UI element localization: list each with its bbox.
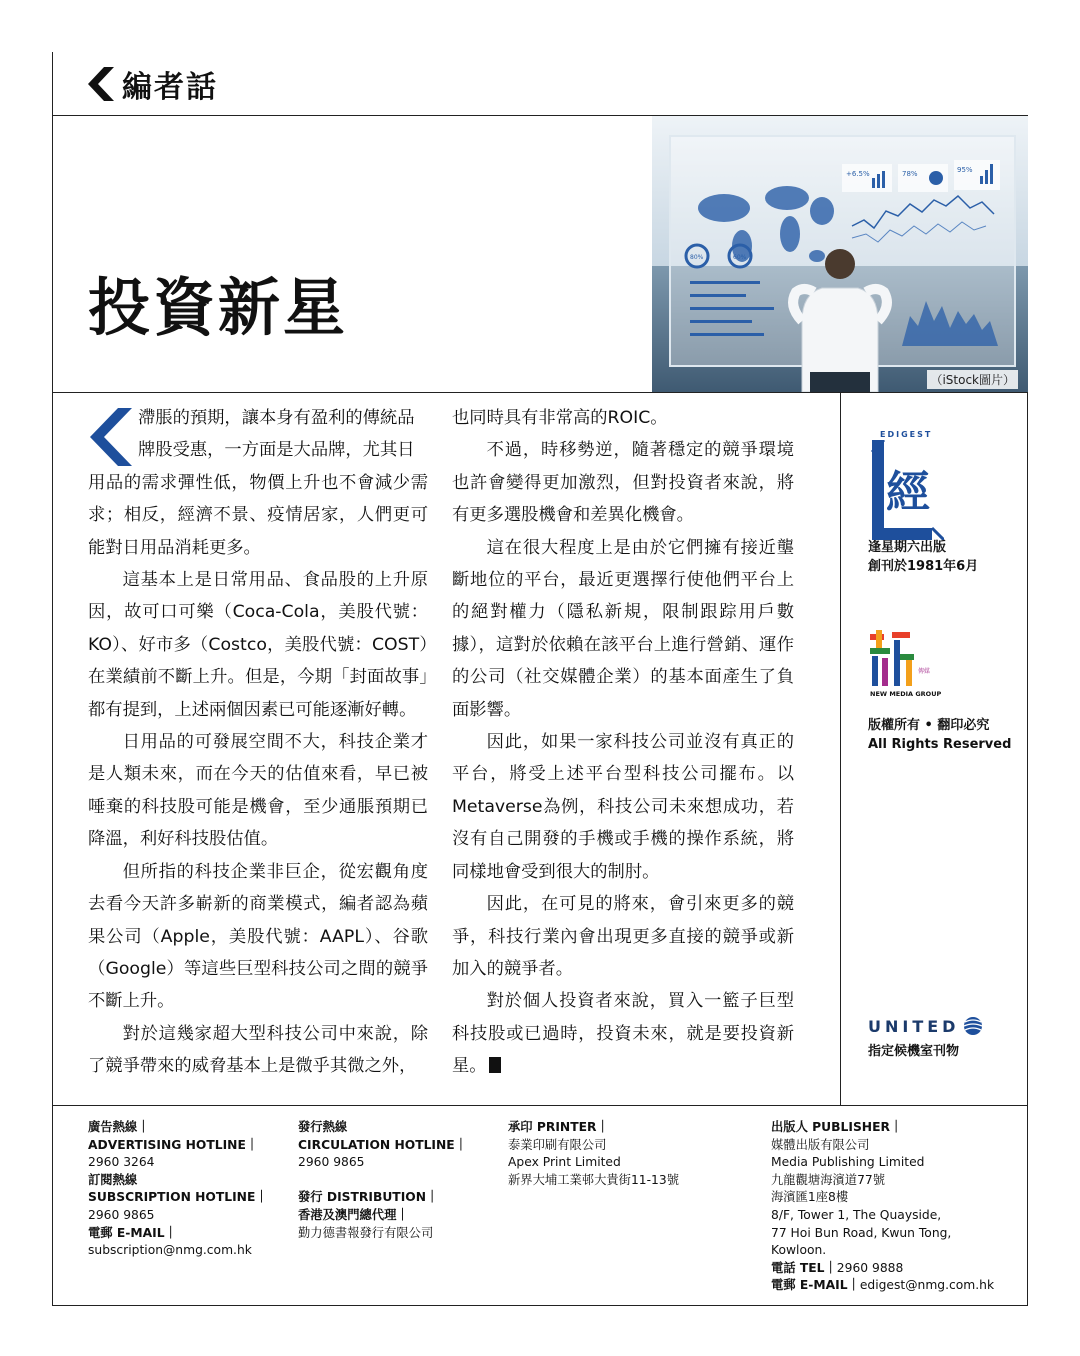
footer-printer-en: Apex Print Limited: [508, 1155, 621, 1170]
article-paragraph: 對於個人投資者來說，買入一籃子巨型科技股或已過時，投資未來，就是要投資新星。: [452, 991, 794, 1077]
footer-ad-phone: 2960 3264: [88, 1155, 155, 1170]
footer-printer-cn: 泰業印刷有限公司: [508, 1137, 607, 1152]
sidebar-divider: [840, 392, 841, 1106]
nmg-logo: [868, 630, 948, 702]
footer-pub-label: 出版人 PUBLISHER｜: [771, 1120, 903, 1134]
footer-printer-addr: 新界大埔工業邨大貴街11-13號: [508, 1172, 679, 1187]
article-paragraph: 對於這幾家超大型科技公司中來說，除了競爭帶來的威脅基本上是微乎其微之外，: [88, 1023, 428, 1077]
footer-printer: [508, 1119, 679, 1189]
publish-schedule: 逢星期六出版: [868, 540, 947, 555]
footer-top-line: [52, 1105, 1028, 1106]
nmg-label: NEW MEDIA GROUP: [870, 690, 942, 698]
nmg-mark-icon: [870, 630, 914, 688]
footer-dist-label: 發行 DISTRIBUTION｜: [298, 1190, 439, 1205]
photo-donut-2: 60%: [733, 254, 747, 261]
footer-circ-label: 發行熱線: [298, 1120, 348, 1134]
article-p1-rest: 用品的需求彈性低，物價上升也不會減少需求；相反，經濟不景、疫情居家，人們更可能對日用品消耗更多。: [88, 472, 428, 558]
article-p1-line1: 滯脹的預期，讓本身有盈利的傳統品: [138, 408, 415, 428]
end-mark-icon: [489, 1057, 501, 1073]
chevron-left-icon: [88, 67, 116, 101]
footer-pub-addr-cn2: 海濱匯1座8樓: [771, 1190, 849, 1205]
footer-dist-agent-label: 香港及澳門總代理｜: [298, 1207, 409, 1222]
footer-advertising: [88, 1119, 268, 1260]
rights-en: All Rights Reserved: [868, 737, 1012, 752]
united-label: UNITED: [868, 1016, 960, 1036]
footer-pub-en: Media Publishing Limited: [771, 1155, 925, 1170]
businessman-dashboard-illustration: [652, 116, 1028, 392]
inflight-label: 指定候機室刊物: [868, 1044, 960, 1059]
footer-ad-label: 廣告熱線｜: [88, 1120, 150, 1134]
footer-ad-label-en: ADVERTISING HOTLINE｜: [88, 1137, 259, 1152]
footer-printer-label: 承印 PRINTER｜: [508, 1120, 609, 1134]
photo-donut-1: 80%: [690, 254, 704, 261]
page-title: 投資新星: [88, 271, 349, 344]
nmg-small: 傳媒: [918, 668, 931, 675]
footer-pub-addr-cn1: 九龍觀塘海濱道77號: [771, 1172, 886, 1187]
united-logo: [868, 1016, 1028, 1036]
cover-photo: [652, 116, 1028, 392]
article-paragraph: 不過，時移勢逆，隨著穩定的競爭環境也許會變得更加激烈，但對投資者來說，將有更多選股機會和差異化機會。: [452, 440, 794, 526]
globe-icon: [963, 1016, 983, 1036]
footer-pub-cn: 媒體出版有限公司: [771, 1137, 870, 1152]
article-column-1: [88, 402, 428, 1083]
footer-tel-label: 電話 TEL｜: [771, 1260, 837, 1275]
article-paragraph: 這在很大程度上是由於它們擁有接近壟斷地位的平台，最近更選擇行使他們平台上的絕對權力（隱私新規，限制跟踪用戶數據），這對於依賴在該平台上進行營銷、運作的公司（社交媒體企業）的基本面產生了負面影響。: [452, 537, 794, 720]
edigest-logo: [870, 420, 944, 530]
article-column-2: [452, 402, 794, 1083]
chevron-left-icon: [88, 408, 132, 466]
photo-pct-2: 78%: [902, 170, 918, 178]
founded-date: 創刊於1981年6月: [868, 559, 979, 574]
article-p1-line2: 牌股受惠，一方面是大品牌，尤其日: [138, 440, 415, 461]
article-paragraph: 這基本上是日常用品、食品股的上升原因，故可口可樂（Coca-Cola，美股代號：KO）、好市多（Costco，美股代號：COST）在業績前不斷上升。但是，今期「封面故事」都有提到，上述兩個因素已可能逐漸好轉。: [88, 570, 428, 720]
footer-circ-label-en: CIRCULATION HOTLINE｜: [298, 1137, 467, 1152]
footer-pub-email[interactable]: edigest@nmg.com.hk: [859, 1278, 995, 1293]
edigest-label: EDIGEST: [880, 430, 933, 439]
footer-tel: 2960 9888: [836, 1260, 904, 1275]
footer-pub-addr-en2: 77 Hoi Bun Road, Kwun Tong,: [771, 1225, 952, 1240]
section-title: 編者話: [122, 70, 218, 105]
article-paragraph: 日用品的可發展空間不大，科技企業才是人類未來，而在今天的估值來看，早已被唾棄的科技股可能是機會，至少通脹預期已降溫，利好科技股估值。: [88, 732, 428, 850]
edigest-char: 經: [886, 467, 930, 518]
photo-pct-1: +6.5%: [846, 170, 870, 178]
footer-publisher: [771, 1119, 994, 1295]
footer-pub-addr-en1: 8/F, Tower 1, The Quayside,: [771, 1207, 942, 1222]
footer-sub-phone: 2960 9865: [88, 1207, 155, 1222]
footer-bottom-line: [52, 1305, 1028, 1306]
rights-cn: 版權所有 • 翻印必究: [868, 718, 990, 733]
article-paragraph: 因此，在可見的將來，會引來更多的競爭，科技行業內會出現更多直接的競爭或新加入的競爭者。: [452, 894, 794, 979]
photo-credit: （iStock圖片）: [927, 370, 1018, 389]
footer-pub-email-label: 電郵 E-MAIL｜: [771, 1278, 860, 1293]
footer-sub-email: subscription@nmg.com.hk: [88, 1243, 252, 1258]
headline-divider: [52, 392, 1028, 393]
article-paragraph: 但所指的科技企業非巨企，從宏觀角度去看今天許多嶄新的商業模式，編者認為蘋果公司（Apple，美股代號：AAPL）、谷歌（Google）等這些巨型科技公司之間的競爭不斷上升。: [88, 861, 428, 1012]
footer-circulation: [298, 1119, 467, 1242]
footer-pub-addr-en3: Kowloon.: [771, 1243, 827, 1258]
sidebar: [868, 420, 1028, 1061]
footer-dist-agent: 勤力德書報發行有限公司: [298, 1225, 434, 1240]
footer-sub-label: 訂閱熱線: [88, 1172, 138, 1187]
footer-circ-phone: 2960 9865: [298, 1155, 365, 1170]
frame-left-line: [52, 52, 53, 1306]
footer-email-label: 電郵 E-MAIL｜: [88, 1225, 177, 1240]
section-header: [88, 64, 218, 104]
photo-pct-3: 95%: [957, 166, 973, 174]
article-paragraph: 也同時具有非常高的ROIC。: [452, 408, 668, 428]
article-paragraph: 因此，如果一家科技公司並沒有真正的平台，將受上述平台型科技公司擺布。以Metaverse為例，科技公司未來想成功，若沒有自己開發的手機或手機的操作系統，將同樣地會受到很大的制肘。: [452, 732, 794, 882]
footer-sub-label-en: SUBSCRIPTION HOTLINE｜: [88, 1190, 268, 1205]
